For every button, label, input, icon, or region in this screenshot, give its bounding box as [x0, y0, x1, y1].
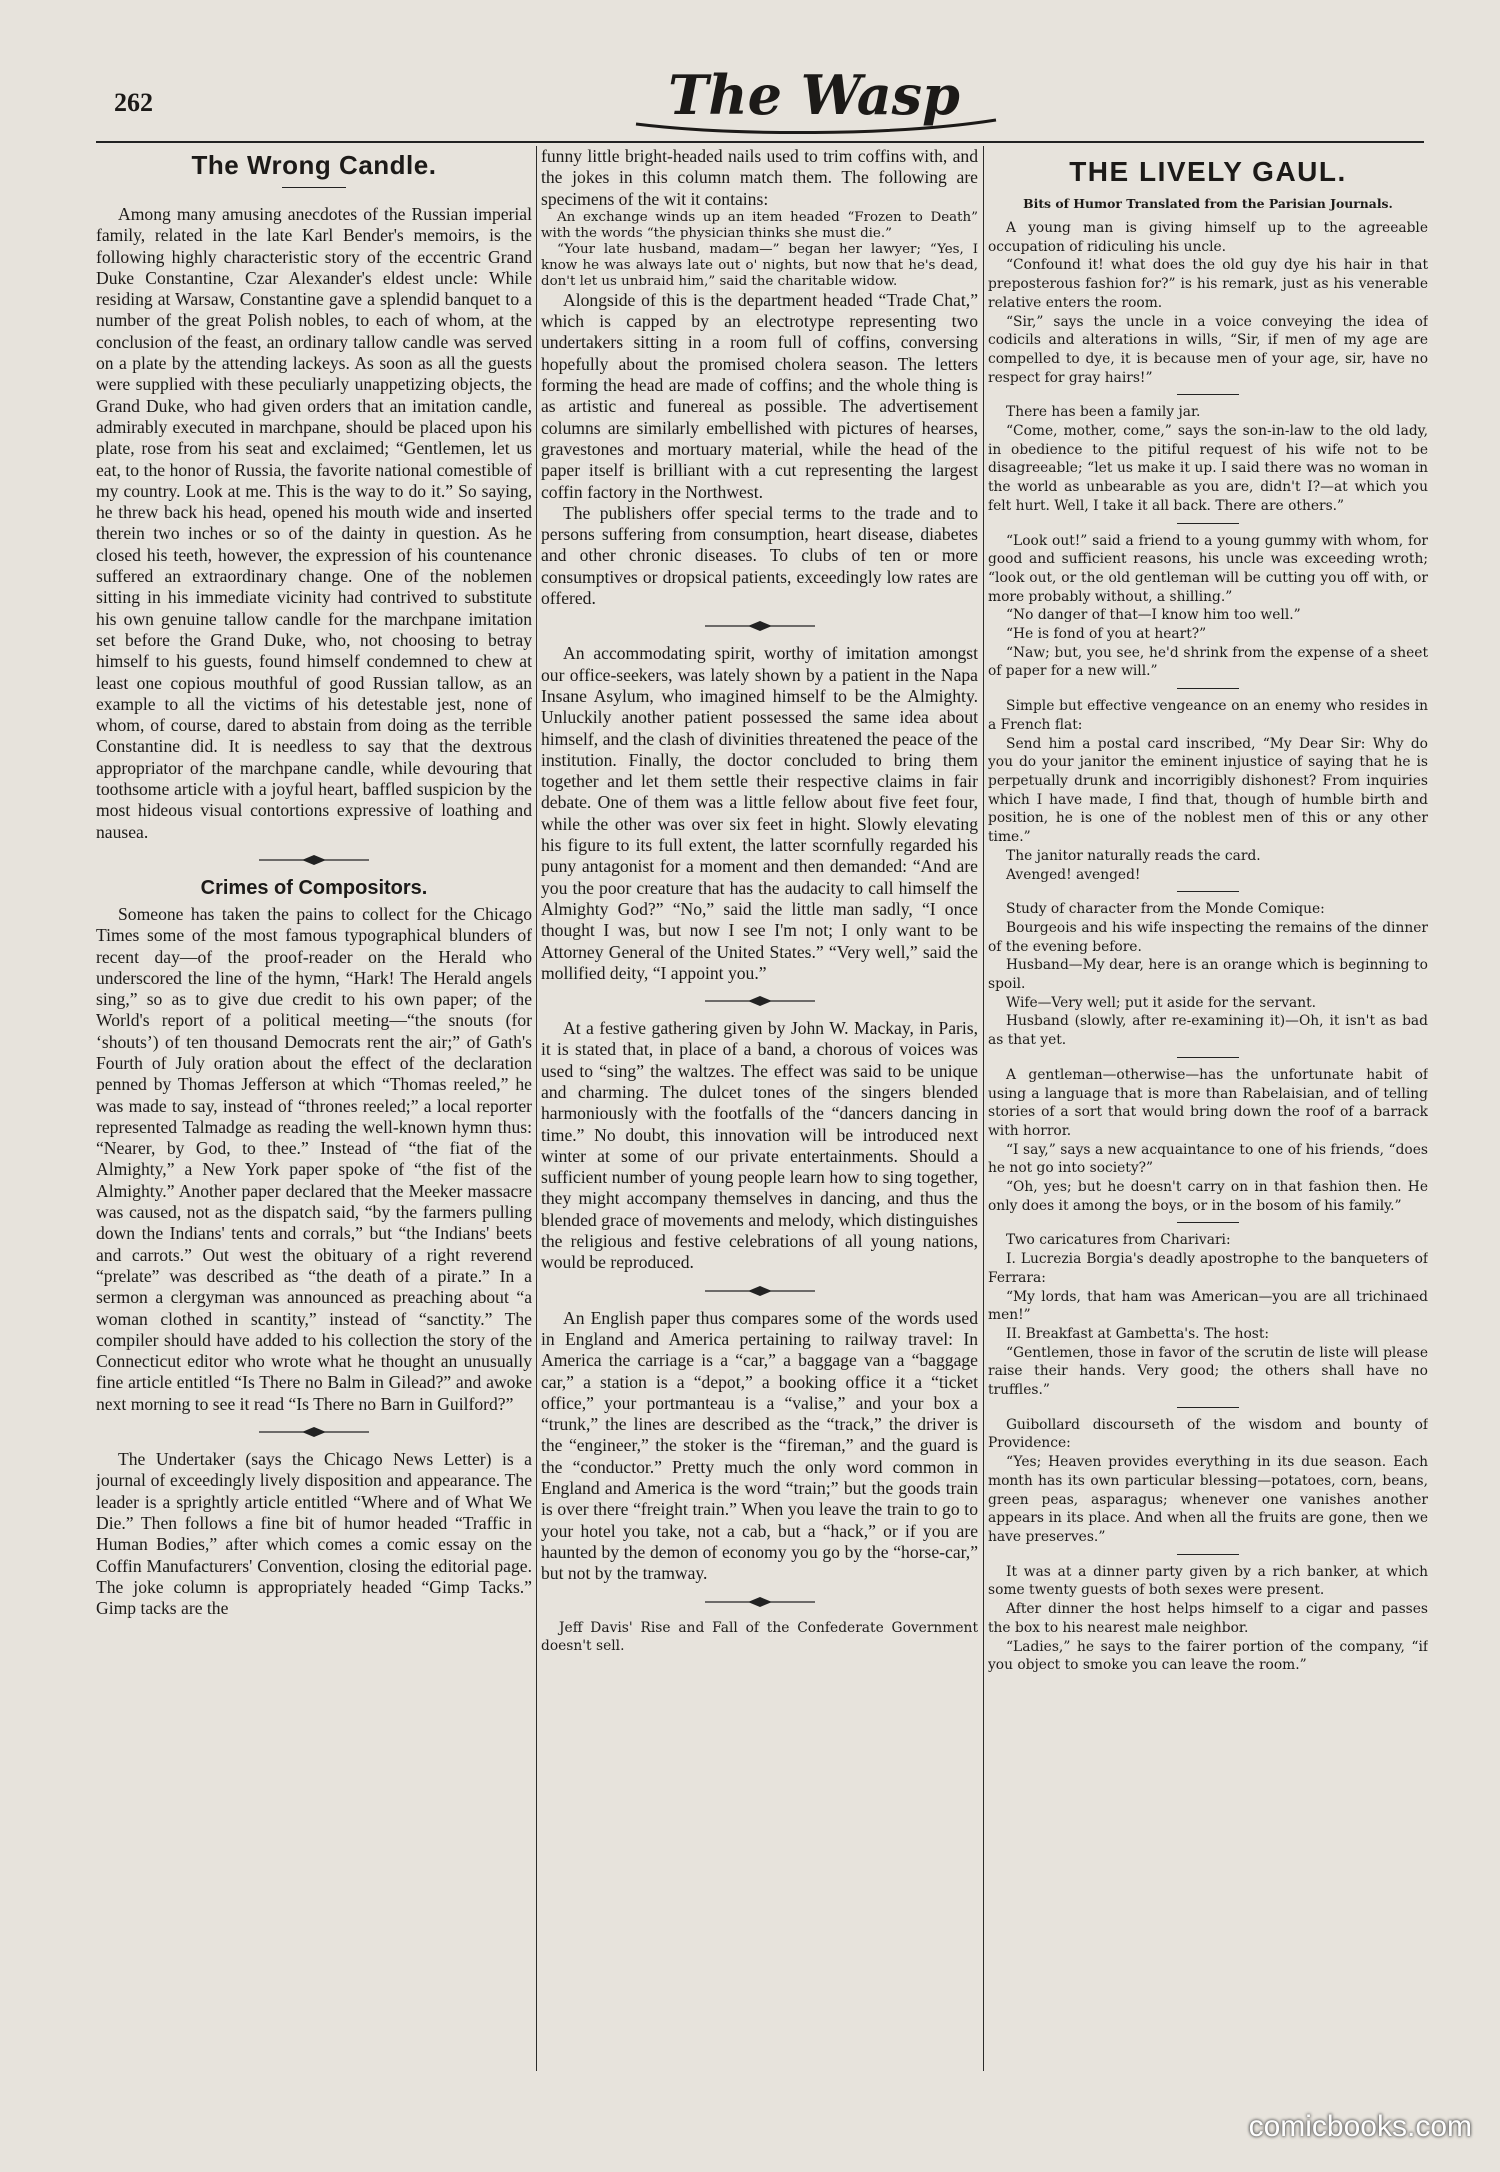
section-ornament — [96, 1425, 532, 1443]
masthead — [96, 62, 1420, 142]
title-rule — [282, 187, 346, 188]
paragraph: Wife—Very well; put it aside for the servant. — [1006, 994, 1317, 1011]
anecdote — [988, 532, 1428, 682]
paragraph: funny little bright-headed nails used to trim coffins with, and the jokes in this column match them. The following are specimens of the wit it contains: — [541, 146, 978, 209]
paragraph: “Come, mother, come,” says the son-in-law to the old lady, in obedience to the pitiful request of his wife not to be disagreeable; “let us make it up. I said there was no woman in the world as unbearable as you are, didn't I?—at which you felt hurt. Well, I take it all back. There are others.” — [988, 423, 1428, 514]
anecdote-separator — [1177, 1222, 1239, 1223]
paragraph: “Sir,” says the uncle in a voice conveying the idea of codicils and alterations in wills, “Sir, if men of my age are compelled to dye, it is because men of your age, sir, have no respect for gray hairs!” — [988, 313, 1428, 386]
paragraph: The janitor naturally reads the card. — [1006, 847, 1261, 864]
paragraph: “He is fond of you at heart?” — [1006, 626, 1207, 643]
anecdote — [988, 1563, 1428, 1675]
paragraph: “Gentlemen, those in favor of the scrutin de liste will please raise their hands. Very good; the others shall have no truffles.” — [988, 1344, 1428, 1399]
column-3 — [988, 146, 1428, 2076]
article-title-wrong-candle: The Wrong Candle. — [191, 150, 437, 180]
paragraph: “Yes; Heaven provides everything in its due season. Each month has its own particular blessing—potatoes, corn, beans, green peas, asparagus; whenever one vanishes another appears in its place. And when all the fruits are gone, then we have preserves.” — [988, 1454, 1428, 1545]
anecdote-separator — [1177, 394, 1239, 395]
joke-quotes — [541, 210, 978, 290]
paragraph: Avenged! avenged! — [1006, 866, 1141, 883]
davis-note — [541, 1619, 978, 1656]
anecdote — [988, 697, 1428, 884]
anecdote-separator — [1177, 1554, 1239, 1555]
section-ornament — [541, 619, 978, 637]
paragraph: A gentleman—otherwise—has the unfortunate habit of using a language that is more than Rabelaisian, and of telling stories of a sort that would bring down the roof of a barrack with horror. — [988, 1066, 1428, 1139]
paragraph: Bourgeois and his wife inspecting the remains of the dinner of the evening before. — [988, 919, 1428, 955]
section-ornament — [96, 853, 532, 871]
paragraph: “I say,” says a new acquaintance to one of his friends, “does he not go into society?” — [988, 1141, 1428, 1177]
paragraph: “Naw; but, you see, he'd shrink from the expense of a sheet of paper for a new will.” — [988, 644, 1428, 680]
anecdote-separator — [1177, 891, 1239, 892]
article-title-crimes: Crimes of Compositors. — [200, 876, 428, 899]
anecdote-separator — [1177, 523, 1239, 524]
paragraph: Two caricatures from Charivari: — [1006, 1232, 1231, 1249]
anecdote-separator — [1177, 688, 1239, 689]
anecdote — [988, 403, 1428, 515]
paragraph: Guibollard discourseth of the wisdom and bounty of Providence: — [988, 1416, 1428, 1452]
the-wasp-logo — [614, 62, 1014, 142]
section-ornament — [541, 1284, 978, 1302]
paragraph: “Oh, yes; but he doesn't carry on in that fashion then. He only does it among the boys, or in the bosom of his family.” — [988, 1179, 1428, 1214]
paragraph: The publishers offer special terms to the trade and to persons suffering from consumption, heart disease, diabetes and other chronic diseases. To clubs of ten or more consumptives or dropsical patients, exceedingly low rates are offered. — [541, 502, 978, 609]
paragraph: “Ladies,” he says to the fairer portion of the company, “if you object to smoke you can leave the room.” — [988, 1638, 1428, 1674]
article-subtitle: Bits of Humor Translated from the Parisian Journals. — [1023, 196, 1393, 211]
paragraph: “My lords, that ham was American—you are all trichinaed men!” — [988, 1288, 1428, 1324]
page-number: 262 — [114, 88, 153, 117]
paragraph: “Look out!” said a friend to a young gummy with whom, for good and sufficient reasons, his uncle was exceeding wroth; “look out, or the old gentleman will be cutting you off with, or more probably without, a shilling.” — [988, 532, 1428, 605]
anecdote-separator — [1177, 1407, 1239, 1408]
paragraph: Alongside of this is the department headed “Trade Chat,” which is capped by an electrotype representing two undertakers sitting in a room full of coffins, conversing hopefully about the promised cholera season. The letters forming the head are made of coffins; and the whole thing is as artistic and funereal as possible. The advertisement columns are similarly embellished with pictures of hearses, gravestones and mortuary material, while the head of the paper itself is brilliant with a cut representing the largest coffin factory in the Northwest. — [541, 289, 978, 502]
column-2 — [541, 146, 978, 2076]
logo-text: The Wasp — [668, 63, 960, 127]
paragraph: “No danger of that—I know him too well.” — [1006, 607, 1301, 624]
paragraph: Simple but effective vengeance on an enemy who resides in a French flat: — [988, 698, 1428, 733]
paragraph: Study of character from the Monde Comique: — [1006, 901, 1325, 918]
site-watermark: comicbooks.com — [1248, 2110, 1472, 2143]
paragraph: A young man is giving himself up to the agreeable occupation of ridiculing his uncle. — [988, 220, 1428, 255]
paragraph: Among many amusing anecdotes of the Russian imperial family, related in the late Karl Bender's memoirs, is the following highly characteristic story of the eccentric Grand Duke Constantine, Czar Alexander's eldest uncle: While residing at Warsaw, Constantine gave a splendid banquet to a number of the great Polish nobles, to each of whom, at the conclusion of the feast, an ordinary tallow candle was served on a plate by the attending lackeys. As soon as all the guests were supplied with these peculiarly unappetizing objects, the Grand Duke, who had given orders that an imitation candle, admirably executed in marchpane, should be placed upon his plate, rose from his seat and exclaimed; “Gentlemen, let us eat, to the honor of Russia, the favorite national comestible of my country. Look at me. This is the way to do it.” So saying, he threw back his head, opened his mouth wide and inserted therein two inches or so of the dainty in question. As he closed his teeth, however, the expression of his countenance suffered an extraordinary change. One of the noblemen sitting in his immediate vicinity had contrived to substitute his own genuine tallow candle for the marchpane imitation set before the Grand Duke, who, not choosing to betray himself to his guests, found himself condemned to chew at least one copious mouthful of good Russian tallow, as an example to all the victims of his detestable jest, none of whom, of course, dared to abstain from doing as the terrible Constantine did. It is needless to say that the dextrous appropriator of the marchpane candle, while devouring that toothsome article with a joyful heart, baffled suspicion by the most hideous visual contortions expressive of loathing and nausea. — [96, 204, 532, 842]
anecdote — [988, 1066, 1428, 1216]
paragraph: The Undertaker (says the Chicago News Letter) is a journal of exceedingly lively disposition and appearance. The leader is a sprightly article entitled “Where and of What We Die.” Then follows a fine bit of humor headed “Traffic in Human Bodies,” after which comes a comic essay on the Coffin Manufacturers' Convention, closing the editorial page. The joke column is appropriately headed “Gimp Tacks.” Gimp tacks are the — [96, 1449, 532, 1619]
column-divider-2 — [983, 146, 984, 2071]
column-1 — [96, 146, 532, 2076]
paragraph: Husband (slowly, after re-examining it)—Oh, it isn't as bad as that yet. — [988, 1013, 1428, 1049]
quote: “Your late husband, madam—” began her lawyer; “Yes, I know he was always late out o' nights, but now that he's dead, don't let us unbraid him,” said the charitable widow. — [541, 241, 978, 289]
section-ornament — [541, 994, 978, 1012]
paragraph: “Confound it! what does the old guy dye his hair in that preposterous fashion for?” is his remark, just as his venerable relative enters the room. — [988, 257, 1428, 311]
paragraph: An accommodating spirit, worthy of imitation amongst our office-seekers, was lately shown by a patient in the Napa Insane Asylum, who imagined himself to be the Almighty. Unluckily another patient possessed the same idea about himself, and the clash of divinities threatened the peace of the institution. Finally, the doctor concluded to bring them together and let them settle their respective claims in fair debate. One of them was a little fellow about five feet four, while the other was over six feet in hight. Slowly elevating his figure to its full extent, the latter scornfully regarded his puny antagonist for a moment and then demanded: “And are you the poor creature that has the audacity to call himself the Almighty God?” “No,” said the little man sadly, “I once thought I was, but now I see I'm not; I only want to be Attorney General of the United States.” “Very well,” said the mollified deity, “I appoint you.” — [541, 643, 978, 983]
quote: An exchange winds up an item headed “Frozen to Death” with the words “the physician thinks she must die.” — [541, 209, 978, 241]
paragraph: Send him a postal card inscribed, “My Dear Sir: Why do you do your janitor the eminent injustice of saying that he is perpetually drunk and incorrigibly dishonest? From inquiries which I have made, I find that, though of humble birth and position, he is one of the noblest men of this or any other time.” — [988, 735, 1428, 846]
paragraph: At a festive gathering given by John W. Mackay, in Paris, it is stated that, in place of a band, a chorous of voices was used to “sing” the waltzes. The effect was said to be unique and charming. The dulcet tones of the singers blended harmoniously with the footfalls of the “dancers dancing in time.” No doubt, this innovation will be introduced next winter at some of our private entertainments. Should a sufficient number of young people learn how to sing together, they might accompany themselves in dancing, and thus the blended grace of movements and melody, which distinguishes the religious and festive celebrations of all young nations, would be reproduced. — [541, 1018, 978, 1273]
paragraph: II. Breakfast at Gambetta's. The host: — [1006, 1325, 1270, 1342]
paragraph: An English paper thus compares some of the words used in England and America pertaining to railway travel: In America the carriage is a “car,” a baggage van a “baggage car,” a station is a “depot,” a booking office it a “ticket office,” your portmanteau is a “valise,” and your box a “trunk,” the lines are described as the “track,” the driver is the “engineer,” the stoker is the “fireman,” and the guard is the “conductor.” Pretty much the only word common in England and America is the word “train;” but the goods train is over there “freight train.” When you leave the train to go to your hotel you take, not a cab, but a “hack,” or if you are haunted by the demon of economy you go by the “horse-car,” but not by the tramway. — [541, 1307, 978, 1584]
article-title-lively-gaul: THE LIVELY GAUL. — [1069, 156, 1347, 187]
paragraph: I. Lucrezia Borgia's deadly apostrophe to the banqueters of Ferrara: — [988, 1251, 1428, 1286]
paragraph: Husband—My dear, here is an orange which is beginning to spoil. — [988, 957, 1428, 993]
anecdote — [988, 219, 1428, 387]
header-rule — [96, 141, 1424, 143]
paragraph: Someone has taken the pains to collect for the Chicago Times some of the most famous typographical blunders of recent day—of the proof-reader on the Herald who underscored the line of the hymn, “Hark! The Herald angels sing,” so as to give due credit to his own paper; of the World's report of a political meeting—“the snouts (for ‘shouts’) of ten thousand Democrats rent the air;” of Gath's Fourth of July oration about the effect of the declaration penned by Thomas Jefferson at which “Thomas reeled,” he was made to say, instead of “thrones reeled;” a local reporter represented Talmadge as reading the well-known hymn thus: “Nearer, by God, to thee.” Instead of “the fiat of the Almighty,” a New York paper spoke of “the fist of the Almighty.” Another paper declared that the Meeker massacre was caused, not as the dispatch said, “by the farmers pulling down the Indians' tents and corrals,” but “the Indians' beets and carrots.” Out west the obituary of a right reverend “prelate” was described as “the death of a pirate.” In a sermon a clergyman was announced as preaching about “a woman clothed in scantity,” instead of “sanctity.” The compiler should have added to his collection the story of the Connecticut editor who wrote what he thought an unusually fine article entitled “Is There no Balm in Gilead?” and awoke next morning to see it read “Is There no Barn in Guilford?” — [96, 903, 532, 1414]
section-ornament — [541, 1595, 978, 1613]
paragraph: Jeff Davis' Rise and Fall of the Confederate Government doesn't sell. — [541, 1619, 978, 1655]
paragraph: After dinner the host helps himself to a cigar and passes the box to his nearest male neighbor. — [988, 1601, 1428, 1636]
column-divider-1 — [536, 146, 537, 2071]
anecdote — [988, 1231, 1428, 1399]
anecdote — [988, 900, 1428, 1050]
anecdote — [988, 1416, 1428, 1547]
anecdote-separator — [1177, 1057, 1239, 1058]
paragraph: It was at a dinner party given by a rich banker, at which some twenty guests of both sexes were present. — [988, 1563, 1428, 1599]
paragraph: There has been a family jar. — [1006, 404, 1201, 421]
